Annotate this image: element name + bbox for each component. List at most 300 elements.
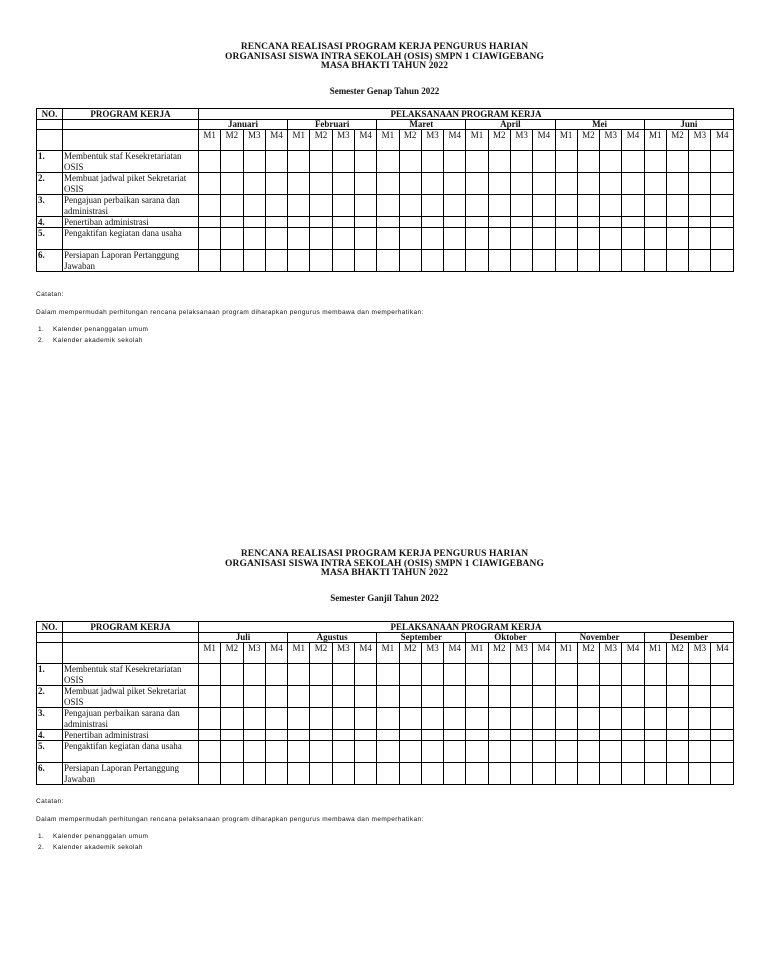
- schedule-cell[interactable]: [421, 763, 443, 785]
- week-header: M3: [510, 130, 532, 151]
- schedule-cell[interactable]: [421, 686, 443, 708]
- schedule-cell[interactable]: [666, 686, 688, 708]
- schedule-cell[interactable]: [265, 686, 287, 708]
- schedule-cell[interactable]: [265, 217, 287, 228]
- notes-title: Catatan:: [36, 798, 64, 805]
- schedule-cell[interactable]: [510, 228, 532, 250]
- schedule-cell[interactable]: [488, 730, 510, 741]
- week-header: M1: [288, 643, 310, 664]
- column-header-no: NO.: [37, 109, 63, 120]
- schedule-cell[interactable]: [243, 686, 265, 708]
- schedule-cell[interactable]: [666, 195, 688, 217]
- schedule-cell[interactable]: [421, 741, 443, 763]
- schedule-cell[interactable]: [577, 151, 599, 173]
- schedule-cell[interactable]: [533, 250, 555, 272]
- schedule-cell[interactable]: [221, 708, 243, 730]
- schedule-cell[interactable]: [622, 741, 644, 763]
- schedule-cell[interactable]: [265, 228, 287, 250]
- schedule-cell[interactable]: [644, 763, 666, 785]
- schedule-cell[interactable]: [666, 741, 688, 763]
- schedule-cell[interactable]: [399, 228, 421, 250]
- schedule-cell[interactable]: [377, 173, 399, 195]
- schedule-cell[interactable]: [533, 173, 555, 195]
- schedule-cell[interactable]: [377, 151, 399, 173]
- schedule-cell[interactable]: [711, 730, 734, 741]
- schedule-cell[interactable]: [577, 664, 599, 686]
- schedule-cell[interactable]: [199, 151, 221, 173]
- schedule-cell[interactable]: [377, 741, 399, 763]
- schedule-cell[interactable]: [310, 664, 332, 686]
- schedule-cell[interactable]: [466, 173, 488, 195]
- schedule-cell[interactable]: [622, 173, 644, 195]
- schedule-cell[interactable]: [533, 151, 555, 173]
- schedule-cell[interactable]: [221, 664, 243, 686]
- schedule-cell[interactable]: [421, 151, 443, 173]
- schedule-cell[interactable]: [354, 195, 376, 217]
- schedule-cell[interactable]: [533, 730, 555, 741]
- schedule-cell[interactable]: [466, 763, 488, 785]
- schedule-cell[interactable]: [666, 173, 688, 195]
- schedule-cell[interactable]: [689, 250, 711, 272]
- schedule-cell[interactable]: [288, 708, 310, 730]
- program-number: 5.: [37, 228, 63, 250]
- schedule-cell[interactable]: [332, 763, 354, 785]
- schedule-cell[interactable]: [354, 151, 376, 173]
- schedule-cell[interactable]: [644, 664, 666, 686]
- schedule-cell[interactable]: [689, 217, 711, 228]
- schedule-cell[interactable]: [711, 250, 734, 272]
- schedule-cell[interactable]: [466, 217, 488, 228]
- schedule-cell[interactable]: [421, 173, 443, 195]
- schedule-cell[interactable]: [488, 763, 510, 785]
- schedule-cell[interactable]: [622, 708, 644, 730]
- schedule-cell[interactable]: [711, 741, 734, 763]
- schedule-cell[interactable]: [644, 151, 666, 173]
- schedule-cell[interactable]: [510, 664, 532, 686]
- schedule-cell[interactable]: [555, 741, 577, 763]
- schedule-cell[interactable]: [666, 217, 688, 228]
- schedule-cell[interactable]: [288, 228, 310, 250]
- schedule-cell[interactable]: [711, 217, 734, 228]
- schedule-cell[interactable]: [600, 195, 622, 217]
- schedule-cell[interactable]: [265, 664, 287, 686]
- schedule-cell[interactable]: [577, 228, 599, 250]
- schedule-cell[interactable]: [644, 173, 666, 195]
- schedule-cell[interactable]: [288, 664, 310, 686]
- schedule-cell[interactable]: [666, 708, 688, 730]
- schedule-cell[interactable]: [199, 250, 221, 272]
- schedule-cell[interactable]: [288, 686, 310, 708]
- schedule-cell[interactable]: [488, 228, 510, 250]
- schedule-cell[interactable]: [354, 708, 376, 730]
- schedule-cell[interactable]: [243, 708, 265, 730]
- schedule-cell[interactable]: [510, 151, 532, 173]
- schedule-cell[interactable]: [199, 217, 221, 228]
- schedule-cell[interactable]: [711, 664, 734, 686]
- schedule-cell[interactable]: [444, 228, 466, 250]
- schedule-cell[interactable]: [243, 250, 265, 272]
- schedule-cell[interactable]: [466, 664, 488, 686]
- schedule-cell[interactable]: [577, 217, 599, 228]
- schedule-cell[interactable]: [399, 708, 421, 730]
- schedule-cell[interactable]: [622, 228, 644, 250]
- schedule-cell[interactable]: [488, 151, 510, 173]
- schedule-cell[interactable]: [533, 686, 555, 708]
- schedule-cell[interactable]: [399, 195, 421, 217]
- schedule-cell[interactable]: [310, 151, 332, 173]
- notes-item: [36, 335, 424, 346]
- schedule-cell[interactable]: [666, 664, 688, 686]
- schedule-cell[interactable]: [332, 686, 354, 708]
- schedule-cell[interactable]: [243, 195, 265, 217]
- schedule-cell[interactable]: [199, 686, 221, 708]
- schedule-cell[interactable]: [332, 173, 354, 195]
- schedule-cell[interactable]: [622, 763, 644, 785]
- schedule-cell[interactable]: [644, 195, 666, 217]
- schedule-cell[interactable]: [354, 250, 376, 272]
- schedule-cell[interactable]: [510, 173, 532, 195]
- schedule-cell[interactable]: [577, 250, 599, 272]
- schedule-cell[interactable]: [199, 763, 221, 785]
- schedule-cell[interactable]: [555, 708, 577, 730]
- schedule-cell[interactable]: [510, 250, 532, 272]
- schedule-cell[interactable]: [354, 664, 376, 686]
- schedule-cell[interactable]: [332, 228, 354, 250]
- schedule-cell[interactable]: [711, 686, 734, 708]
- schedule-cell[interactable]: [466, 708, 488, 730]
- schedule-cell[interactable]: [577, 741, 599, 763]
- schedule-cell[interactable]: [689, 708, 711, 730]
- schedule-cell[interactable]: [577, 708, 599, 730]
- schedule-cell[interactable]: [689, 151, 711, 173]
- schedule-cell[interactable]: [377, 763, 399, 785]
- schedule-cell[interactable]: [310, 763, 332, 785]
- schedule-cell[interactable]: [600, 730, 622, 741]
- schedule-cell[interactable]: [689, 741, 711, 763]
- schedule-cell[interactable]: [466, 250, 488, 272]
- schedule-cell[interactable]: [444, 151, 466, 173]
- schedule-cell[interactable]: [444, 195, 466, 217]
- schedule-cell[interactable]: [221, 730, 243, 741]
- schedule-cell[interactable]: [600, 173, 622, 195]
- schedule-cell[interactable]: [243, 173, 265, 195]
- schedule-cell[interactable]: [666, 730, 688, 741]
- schedule-cell[interactable]: [399, 763, 421, 785]
- schedule-cell[interactable]: [288, 730, 310, 741]
- schedule-cell[interactable]: [265, 250, 287, 272]
- schedule-cell[interactable]: [689, 730, 711, 741]
- schedule-cell[interactable]: [199, 741, 221, 763]
- schedule-cell[interactable]: [600, 217, 622, 228]
- schedule-cell[interactable]: [444, 708, 466, 730]
- schedule-cell[interactable]: [555, 250, 577, 272]
- schedule-cell[interactable]: [711, 763, 734, 785]
- schedule-cell[interactable]: [332, 664, 354, 686]
- schedule-cell[interactable]: [221, 195, 243, 217]
- schedule-cell[interactable]: [332, 217, 354, 228]
- schedule-cell[interactable]: [421, 217, 443, 228]
- schedule-cell[interactable]: [555, 173, 577, 195]
- schedule-cell[interactable]: [689, 763, 711, 785]
- schedule-cell[interactable]: [533, 708, 555, 730]
- schedule-cell[interactable]: [444, 730, 466, 741]
- schedule-cell[interactable]: [711, 151, 734, 173]
- schedule-cell[interactable]: [689, 686, 711, 708]
- schedule-cell[interactable]: [377, 217, 399, 228]
- schedule-cell[interactable]: [577, 763, 599, 785]
- schedule-cell[interactable]: [444, 217, 466, 228]
- schedule-cell[interactable]: [288, 741, 310, 763]
- schedule-cell[interactable]: [600, 664, 622, 686]
- schedule-cell[interactable]: [622, 217, 644, 228]
- schedule-cell[interactable]: [533, 195, 555, 217]
- schedule-cell[interactable]: [265, 730, 287, 741]
- schedule-cell[interactable]: [399, 686, 421, 708]
- schedule-cell[interactable]: [689, 228, 711, 250]
- schedule-cell[interactable]: [510, 708, 532, 730]
- schedule-cell[interactable]: [288, 250, 310, 272]
- schedule-cell[interactable]: [332, 250, 354, 272]
- schedule-cell[interactable]: [600, 741, 622, 763]
- schedule-cell[interactable]: [555, 763, 577, 785]
- schedule-cell[interactable]: [265, 741, 287, 763]
- schedule-cell[interactable]: [622, 730, 644, 741]
- schedule-cell[interactable]: [243, 741, 265, 763]
- schedule-cell[interactable]: [399, 741, 421, 763]
- schedule-cell[interactable]: [265, 195, 287, 217]
- schedule-cell[interactable]: [644, 741, 666, 763]
- schedule-cell[interactable]: [533, 217, 555, 228]
- schedule-cell[interactable]: [488, 250, 510, 272]
- schedule-cell[interactable]: [221, 250, 243, 272]
- schedule-cell[interactable]: [555, 228, 577, 250]
- schedule-cell[interactable]: [310, 741, 332, 763]
- schedule-cell[interactable]: [488, 664, 510, 686]
- schedule-cell[interactable]: [421, 228, 443, 250]
- schedule-cell[interactable]: [488, 217, 510, 228]
- schedule-cell[interactable]: [265, 173, 287, 195]
- schedule-cell[interactable]: [644, 730, 666, 741]
- week-header: M1: [199, 130, 221, 151]
- schedule-cell[interactable]: [533, 228, 555, 250]
- schedule-cell[interactable]: [399, 730, 421, 741]
- schedule-cell[interactable]: [399, 151, 421, 173]
- schedule-cell[interactable]: [577, 686, 599, 708]
- schedule-cell[interactable]: [622, 664, 644, 686]
- schedule-cell[interactable]: [466, 741, 488, 763]
- schedule-cell[interactable]: [600, 708, 622, 730]
- schedule-cell[interactable]: [199, 708, 221, 730]
- schedule-cell[interactable]: [622, 250, 644, 272]
- schedule-cell[interactable]: [444, 173, 466, 195]
- schedule-cell[interactable]: [689, 173, 711, 195]
- schedule-cell[interactable]: [288, 173, 310, 195]
- schedule-cell[interactable]: [600, 250, 622, 272]
- schedule-cell[interactable]: [243, 730, 265, 741]
- schedule-cell[interactable]: [488, 708, 510, 730]
- schedule-cell[interactable]: [466, 151, 488, 173]
- schedule-cell[interactable]: [444, 250, 466, 272]
- schedule-cell[interactable]: [310, 730, 332, 741]
- empty-cell: [63, 130, 199, 151]
- schedule-cell[interactable]: [666, 151, 688, 173]
- schedule-cell[interactable]: [444, 664, 466, 686]
- schedule-cell[interactable]: [644, 708, 666, 730]
- schedule-cell[interactable]: [221, 151, 243, 173]
- schedule-cell[interactable]: [600, 151, 622, 173]
- schedule-cell[interactable]: [577, 195, 599, 217]
- schedule-cell[interactable]: [555, 730, 577, 741]
- schedule-cell[interactable]: [644, 217, 666, 228]
- column-header-program: PROGRAM KERJA: [63, 622, 199, 633]
- schedule-cell[interactable]: [666, 763, 688, 785]
- schedule-cell[interactable]: [288, 217, 310, 228]
- schedule-cell[interactable]: [644, 686, 666, 708]
- schedule-cell[interactable]: [533, 664, 555, 686]
- schedule-cell[interactable]: [399, 173, 421, 195]
- schedule-cell[interactable]: [221, 763, 243, 785]
- schedule-cell[interactable]: [399, 664, 421, 686]
- schedule-cell[interactable]: [354, 217, 376, 228]
- schedule-cell[interactable]: [377, 730, 399, 741]
- schedule-cell[interactable]: [199, 195, 221, 217]
- schedule-cell[interactable]: [622, 686, 644, 708]
- schedule-cell[interactable]: [310, 173, 332, 195]
- schedule-cell[interactable]: [354, 763, 376, 785]
- schedule-cell[interactable]: [354, 686, 376, 708]
- schedule-cell[interactable]: [510, 763, 532, 785]
- schedule-cell[interactable]: [199, 228, 221, 250]
- schedule-cell[interactable]: [332, 151, 354, 173]
- schedule-cell[interactable]: [310, 708, 332, 730]
- schedule-cell[interactable]: [510, 686, 532, 708]
- schedule-cell[interactable]: [332, 730, 354, 741]
- schedule-cell[interactable]: [488, 686, 510, 708]
- schedule-cell[interactable]: [310, 228, 332, 250]
- schedule-cell[interactable]: [488, 195, 510, 217]
- schedule-cell[interactable]: [711, 228, 734, 250]
- schedule-cell[interactable]: [600, 228, 622, 250]
- schedule-cell[interactable]: [288, 151, 310, 173]
- schedule-cell[interactable]: [577, 173, 599, 195]
- program-number: 1.: [37, 151, 63, 173]
- schedule-cell[interactable]: [310, 686, 332, 708]
- schedule-cell[interactable]: [265, 763, 287, 785]
- schedule-cell[interactable]: [666, 250, 688, 272]
- schedule-cell[interactable]: [421, 664, 443, 686]
- schedule-cell[interactable]: [377, 250, 399, 272]
- schedule-cell[interactable]: [221, 686, 243, 708]
- week-header-row: [37, 130, 734, 151]
- schedule-cell[interactable]: [466, 686, 488, 708]
- schedule-cell[interactable]: [577, 730, 599, 741]
- schedule-cell[interactable]: [243, 151, 265, 173]
- schedule-cell[interactable]: [666, 228, 688, 250]
- schedule-cell[interactable]: [600, 686, 622, 708]
- schedule-cell[interactable]: [488, 741, 510, 763]
- schedule-cell[interactable]: [711, 708, 734, 730]
- schedule-cell[interactable]: [332, 741, 354, 763]
- schedule-cell[interactable]: [644, 250, 666, 272]
- schedule-cell[interactable]: [510, 730, 532, 741]
- schedule-cell[interactable]: [533, 763, 555, 785]
- schedule-cell[interactable]: [622, 195, 644, 217]
- schedule-cell[interactable]: [488, 173, 510, 195]
- schedule-cell[interactable]: [310, 217, 332, 228]
- schedule-cell[interactable]: [243, 763, 265, 785]
- schedule-cell[interactable]: [243, 228, 265, 250]
- schedule-cell[interactable]: [421, 250, 443, 272]
- table-row: [37, 195, 734, 217]
- schedule-cell[interactable]: [466, 195, 488, 217]
- schedule-cell[interactable]: [399, 217, 421, 228]
- schedule-cell[interactable]: [288, 763, 310, 785]
- schedule-cell[interactable]: [466, 730, 488, 741]
- schedule-cell[interactable]: [421, 730, 443, 741]
- schedule-cell[interactable]: [555, 664, 577, 686]
- schedule-cell[interactable]: [421, 195, 443, 217]
- schedule-cell[interactable]: [510, 217, 532, 228]
- schedule-cell[interactable]: [288, 195, 310, 217]
- schedule-cell[interactable]: [377, 664, 399, 686]
- schedule-cell[interactable]: [221, 217, 243, 228]
- schedule-cell[interactable]: [689, 664, 711, 686]
- schedule-cell[interactable]: [243, 217, 265, 228]
- schedule-cell[interactable]: [444, 741, 466, 763]
- schedule-cell[interactable]: [421, 708, 443, 730]
- schedule-cell[interactable]: [555, 151, 577, 173]
- schedule-cell[interactable]: [310, 250, 332, 272]
- schedule-cell[interactable]: [199, 730, 221, 741]
- schedule-cell[interactable]: [466, 228, 488, 250]
- schedule-cell[interactable]: [354, 730, 376, 741]
- schedule-cell[interactable]: [399, 250, 421, 272]
- schedule-cell[interactable]: [221, 173, 243, 195]
- schedule-cell[interactable]: [199, 664, 221, 686]
- schedule-cell[interactable]: [555, 195, 577, 217]
- schedule-cell[interactable]: [689, 195, 711, 217]
- schedule-cell[interactable]: [265, 151, 287, 173]
- schedule-cell[interactable]: [377, 686, 399, 708]
- schedule-cell[interactable]: [354, 173, 376, 195]
- schedule-cell[interactable]: [711, 195, 734, 217]
- schedule-cell[interactable]: [243, 664, 265, 686]
- schedule-cell[interactable]: [644, 228, 666, 250]
- schedule-cell[interactable]: [533, 741, 555, 763]
- schedule-cell[interactable]: [622, 151, 644, 173]
- schedule-cell[interactable]: [354, 741, 376, 763]
- schedule-cell[interactable]: [711, 173, 734, 195]
- schedule-cell[interactable]: [377, 228, 399, 250]
- schedule-cell[interactable]: [221, 741, 243, 763]
- schedule-cell[interactable]: [354, 228, 376, 250]
- schedule-cell[interactable]: [510, 741, 532, 763]
- schedule-cell[interactable]: [600, 763, 622, 785]
- schedule-cell[interactable]: [332, 708, 354, 730]
- schedule-cell[interactable]: [444, 686, 466, 708]
- schedule-cell[interactable]: [199, 173, 221, 195]
- schedule-cell[interactable]: [377, 195, 399, 217]
- schedule-cell[interactable]: [555, 686, 577, 708]
- schedule-cell[interactable]: [332, 195, 354, 217]
- schedule-cell[interactable]: [221, 228, 243, 250]
- schedule-cell[interactable]: [555, 217, 577, 228]
- schedule-cell[interactable]: [377, 708, 399, 730]
- schedule-cell[interactable]: [444, 763, 466, 785]
- schedule-cell[interactable]: [310, 195, 332, 217]
- schedule-cell[interactable]: [510, 195, 532, 217]
- schedule-cell[interactable]: [265, 708, 287, 730]
